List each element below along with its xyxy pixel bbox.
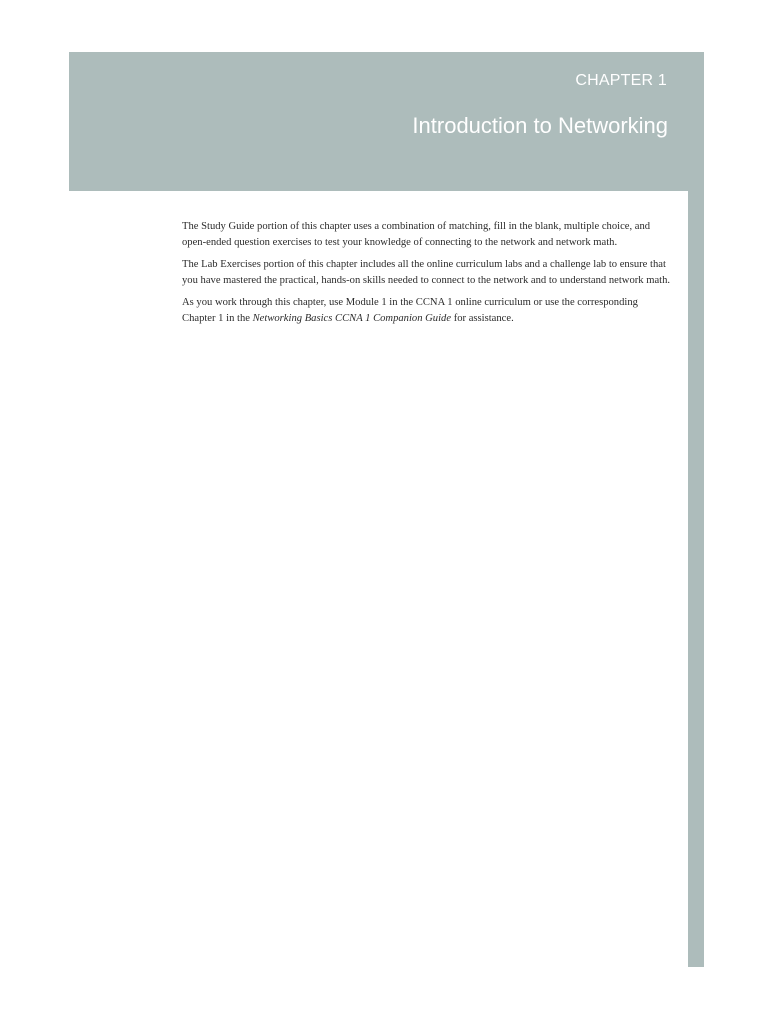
chapter-intro-text xyxy=(182,219,672,334)
intro-paragraph-curriculum xyxy=(182,295,672,326)
intro-paragraph-lab-exercises: The Lab Exercises portion of this chapter includes all the online curriculum labs and a challenge lab to ensure that you have mastered the practical, hands-on skills needed to connect to the network and to understand network math. xyxy=(182,259,671,286)
chapter-header-band xyxy=(69,52,704,191)
companion-guide-title: Networking Basics CCNA 1 Companion Guide xyxy=(252,312,452,324)
paragraph-text-start: As you work through this chapter, use Module 1 in the CCNA 1 online curriculum or use the corresponding Chapter 1 in the xyxy=(182,297,638,324)
chapter-title: Introduction to Networking xyxy=(412,113,668,138)
side-accent-bar xyxy=(688,191,704,967)
chapter-label: CHAPTER 1 xyxy=(575,72,667,89)
paragraph-text-end: for assistance. xyxy=(451,312,514,324)
intro-paragraph-study-guide: The Study Guide portion of this chapter uses a combination of matching, fill in the blank, multiple choice, and open-ended question exercises to test your knowledge of connecting to the network and network math. xyxy=(182,221,651,248)
